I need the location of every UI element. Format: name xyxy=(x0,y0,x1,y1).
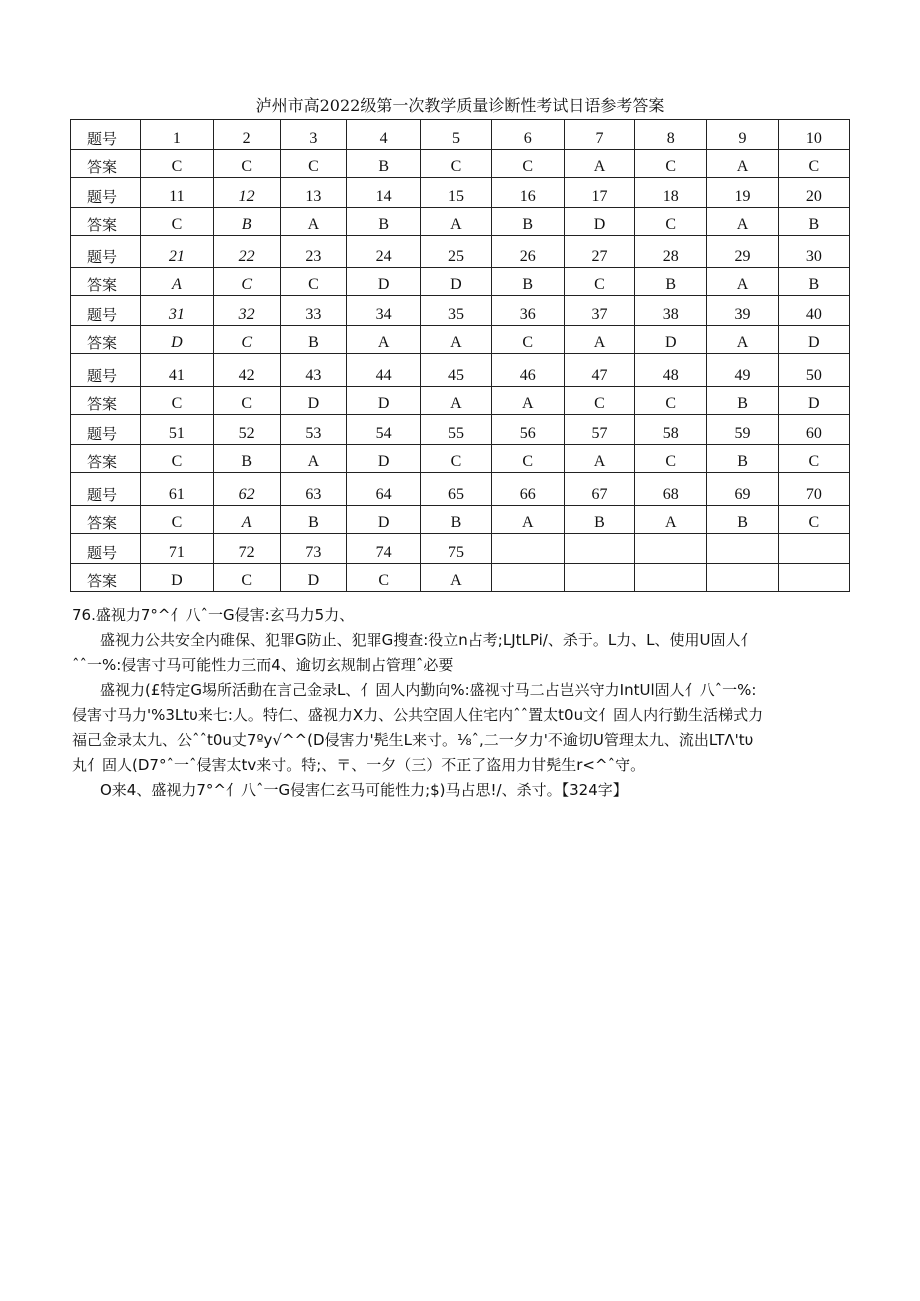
question-number-cell: 60 xyxy=(778,415,849,445)
answer-cell: A xyxy=(491,506,564,534)
answer-label: 答案 xyxy=(71,387,141,415)
answer-cell xyxy=(778,564,849,592)
question-number-cell: 32 xyxy=(213,296,280,326)
answer-cell: C xyxy=(778,506,849,534)
answer-cell: D xyxy=(778,387,849,415)
answer-cell: B xyxy=(491,268,564,296)
answer-cell: D xyxy=(141,326,213,354)
answer-label: 答案 xyxy=(71,445,141,473)
question-number-cell: 70 xyxy=(778,473,849,506)
question-number-cell: 18 xyxy=(635,178,707,208)
answer-cell: B xyxy=(213,208,280,236)
question-number-cell: 28 xyxy=(635,236,707,268)
answer-cell: C xyxy=(347,564,421,592)
answer-cell: D xyxy=(635,326,707,354)
question-label: 题号 xyxy=(71,120,141,150)
question-number-cell: 40 xyxy=(778,296,849,326)
question-number-cell: 7 xyxy=(564,120,634,150)
question-number-cell xyxy=(635,534,707,564)
question-number-cell: 62 xyxy=(213,473,280,506)
question-number-cell: 24 xyxy=(347,236,421,268)
question-number-cell: 38 xyxy=(635,296,707,326)
question-number-cell: 37 xyxy=(564,296,634,326)
question-number-cell: 22 xyxy=(213,236,280,268)
question-number-cell: 9 xyxy=(707,120,778,150)
question-number-cell: 6 xyxy=(491,120,564,150)
essay-line: 福己金录太九、公ˆˆt0u丈7ºy√^^(D侵害力'髡生L来寸。⅛ˆ,二一夕力'不逾切U管理太九、流出LTΛ'tυ xyxy=(72,731,754,749)
question-label: 题号 xyxy=(71,534,141,564)
question-number-cell: 3 xyxy=(280,120,346,150)
question-number-cell: 55 xyxy=(421,415,491,445)
question-number-cell: 56 xyxy=(491,415,564,445)
answer-label: 答案 xyxy=(71,326,141,354)
question-number-cell: 17 xyxy=(564,178,634,208)
answer-cell: B xyxy=(491,208,564,236)
answer-cell xyxy=(707,564,778,592)
answer-table xyxy=(70,119,850,592)
answer-cell: C xyxy=(491,445,564,473)
question-number-cell: 54 xyxy=(347,415,421,445)
answer-cell: C xyxy=(141,506,213,534)
answer-cell: C xyxy=(213,150,280,178)
question-label: 题号 xyxy=(71,354,141,387)
answer-cell: B xyxy=(707,387,778,415)
answer-cell: C xyxy=(141,387,213,415)
answer-cell xyxy=(635,564,707,592)
question-number-cell: 39 xyxy=(707,296,778,326)
question-number-cell: 74 xyxy=(347,534,421,564)
answer-cell: B xyxy=(280,506,346,534)
question-number-cell: 36 xyxy=(491,296,564,326)
answer-row xyxy=(71,445,850,473)
question-number-cell: 75 xyxy=(421,534,491,564)
essay-paragraph-3: O来4、盛视力7°^亻八ˆ一G侵害仁玄马可能性力;$)马占思!/、杀寸。【324字】 xyxy=(100,781,628,799)
question-number-cell: 50 xyxy=(778,354,849,387)
answer-row xyxy=(71,564,850,592)
question-number-cell: 16 xyxy=(491,178,564,208)
answer-cell: C xyxy=(564,387,634,415)
answer-cell: C xyxy=(635,445,707,473)
question-number-cell: 52 xyxy=(213,415,280,445)
answer-label: 答案 xyxy=(71,268,141,296)
question-number-row xyxy=(71,296,850,326)
essay-answer xyxy=(72,603,862,803)
answer-cell: A xyxy=(564,445,634,473)
question-number-cell: 29 xyxy=(707,236,778,268)
question-number-cell: 48 xyxy=(635,354,707,387)
essay-line: 丸亻固人(D7°ˆ一ˆ侵害太tv来寸。特;、〒、一夕（三）不正了盗用力甘髡生r<^ˆ守。 xyxy=(72,756,646,774)
answer-row xyxy=(71,150,850,178)
question-number-cell: 49 xyxy=(707,354,778,387)
question-number-cell: 25 xyxy=(421,236,491,268)
answer-row xyxy=(71,387,850,415)
answer-cell: D xyxy=(280,387,346,415)
question-number-row xyxy=(71,415,850,445)
question-number-cell xyxy=(564,534,634,564)
answer-cell: C xyxy=(778,150,849,178)
answer-cell: C xyxy=(635,387,707,415)
page-title: 泸州市高2022级第一次教学质量诊断性考试日语参考答案 xyxy=(255,96,665,115)
question-number-cell: 21 xyxy=(141,236,213,268)
answer-cell: D xyxy=(347,387,421,415)
question-label: 题号 xyxy=(71,296,141,326)
answer-cell: A xyxy=(213,506,280,534)
answer-row xyxy=(71,506,850,534)
question-number-cell: 14 xyxy=(347,178,421,208)
answer-cell: C xyxy=(421,150,491,178)
question-label: 题号 xyxy=(71,415,141,445)
answer-cell: C xyxy=(635,150,707,178)
answer-cell: B xyxy=(564,506,634,534)
question-number-cell: 26 xyxy=(491,236,564,268)
question-number-cell: 1 xyxy=(141,120,213,150)
essay-paragraph-1 xyxy=(72,628,862,678)
essay-line: ˆˆ一%:侵害寸马可能性力三而4、逾切玄规制占管理ˆ必要 xyxy=(72,656,454,674)
question-number-cell: 61 xyxy=(141,473,213,506)
answer-label: 答案 xyxy=(71,208,141,236)
question-number-cell: 31 xyxy=(141,296,213,326)
answer-cell: C xyxy=(635,208,707,236)
answer-cell: A xyxy=(635,506,707,534)
question-number-cell: 4 xyxy=(347,120,421,150)
answer-cell: D xyxy=(778,326,849,354)
answer-cell: A xyxy=(564,150,634,178)
question-number-row xyxy=(71,534,850,564)
answer-cell: D xyxy=(347,506,421,534)
question-number-cell: 51 xyxy=(141,415,213,445)
answer-cell: B xyxy=(778,268,849,296)
answer-row xyxy=(71,268,850,296)
essay-line: 盛视力公共安全内碓保、犯罪G防止、犯罪G搜查:役立n占考;LJtLPi/、杀于。L力、L、使用U固人亻 xyxy=(100,631,756,649)
answer-label: 答案 xyxy=(71,150,141,178)
question-number-cell: 15 xyxy=(421,178,491,208)
answer-cell: C xyxy=(213,387,280,415)
answer-cell: C xyxy=(778,445,849,473)
question-number-cell: 42 xyxy=(213,354,280,387)
answer-cell: C xyxy=(213,326,280,354)
answer-label: 答案 xyxy=(71,506,141,534)
answer-cell xyxy=(564,564,634,592)
question-number-cell: 67 xyxy=(564,473,634,506)
answer-cell: A xyxy=(707,326,778,354)
question-number-cell: 53 xyxy=(280,415,346,445)
essay-line: 侵害寸马力'%3Ltυ来七:人。特仁、盛视力X力、公共空固人住宅内ˆˆ置太t0u文亻固人内行勤生活梯式力 xyxy=(72,706,764,724)
question-number-row xyxy=(71,178,850,208)
question-number-cell: 64 xyxy=(347,473,421,506)
question-number-cell: 11 xyxy=(141,178,213,208)
question-number-cell: 34 xyxy=(347,296,421,326)
answer-cell: A xyxy=(421,326,491,354)
answer-cell: A xyxy=(421,208,491,236)
question-number-cell: 43 xyxy=(280,354,346,387)
question-number-cell: 5 xyxy=(421,120,491,150)
question-number-cell: 20 xyxy=(778,178,849,208)
answer-cell: C xyxy=(421,445,491,473)
answer-row xyxy=(71,208,850,236)
question-number-cell: 63 xyxy=(280,473,346,506)
question-number-cell: 73 xyxy=(280,534,346,564)
answer-cell: A xyxy=(421,387,491,415)
answer-cell: C xyxy=(280,268,346,296)
answer-cell: D xyxy=(347,268,421,296)
question-number-cell: 10 xyxy=(778,120,849,150)
answer-cell: C xyxy=(564,268,634,296)
answer-cell: C xyxy=(213,268,280,296)
answer-cell: C xyxy=(141,150,213,178)
question-number-cell: 58 xyxy=(635,415,707,445)
answer-cell: B xyxy=(280,326,346,354)
answer-cell: B xyxy=(707,445,778,473)
question-number-cell: 68 xyxy=(635,473,707,506)
question-number-cell: 23 xyxy=(280,236,346,268)
essay-paragraph-2 xyxy=(72,678,862,778)
answer-cell: B xyxy=(707,506,778,534)
answer-cell: A xyxy=(707,268,778,296)
question-number-cell: 30 xyxy=(778,236,849,268)
answer-cell: D xyxy=(141,564,213,592)
question-number-cell: 59 xyxy=(707,415,778,445)
answer-cell: A xyxy=(564,326,634,354)
answer-cell: B xyxy=(778,208,849,236)
question-number-cell: 71 xyxy=(141,534,213,564)
essay-line: 盛视力(£特定G埸所活動在言己金录L、亻固人内勤向%:盛视寸马二占岂兴守力IntUl固人亻八ˆ一%: xyxy=(100,681,757,699)
answer-cell: A xyxy=(280,445,346,473)
answer-cell: A xyxy=(347,326,421,354)
answer-cell: B xyxy=(347,208,421,236)
answer-cell: A xyxy=(707,208,778,236)
question-number-cell: 69 xyxy=(707,473,778,506)
question-number-cell: 72 xyxy=(213,534,280,564)
answer-cell: B xyxy=(347,150,421,178)
essay-heading: 76.盛视力7°^亻八ˆ一G侵害:玄马力5力、 xyxy=(72,606,355,624)
answer-cell: C xyxy=(141,208,213,236)
question-number-cell: 33 xyxy=(280,296,346,326)
question-number-cell xyxy=(707,534,778,564)
answer-cell: A xyxy=(707,150,778,178)
answer-cell: C xyxy=(213,564,280,592)
question-number-cell: 12 xyxy=(213,178,280,208)
question-number-cell: 46 xyxy=(491,354,564,387)
answer-cell xyxy=(491,564,564,592)
question-number-cell: 44 xyxy=(347,354,421,387)
answer-cell: A xyxy=(491,387,564,415)
question-number-cell: 65 xyxy=(421,473,491,506)
question-number-cell: 66 xyxy=(491,473,564,506)
answer-cell: D xyxy=(421,268,491,296)
question-number-cell: 8 xyxy=(635,120,707,150)
question-number-cell: 27 xyxy=(564,236,634,268)
answer-cell: B xyxy=(421,506,491,534)
answer-cell: A xyxy=(421,564,491,592)
question-number-cell xyxy=(778,534,849,564)
question-number-cell: 47 xyxy=(564,354,634,387)
answer-cell: C xyxy=(491,150,564,178)
question-label: 题号 xyxy=(71,473,141,506)
question-number-cell: 2 xyxy=(213,120,280,150)
answer-cell: A xyxy=(280,208,346,236)
answer-cell: D xyxy=(564,208,634,236)
answer-label: 答案 xyxy=(71,564,141,592)
question-number-cell: 13 xyxy=(280,178,346,208)
answer-row xyxy=(71,326,850,354)
question-number-cell: 35 xyxy=(421,296,491,326)
answer-cell: D xyxy=(280,564,346,592)
answer-cell: B xyxy=(635,268,707,296)
answer-cell: D xyxy=(347,445,421,473)
question-number-cell: 57 xyxy=(564,415,634,445)
question-number-cell xyxy=(491,534,564,564)
question-number-row xyxy=(71,473,850,506)
question-number-row xyxy=(71,120,850,150)
answer-cell: C xyxy=(491,326,564,354)
answer-cell: B xyxy=(213,445,280,473)
question-number-cell: 19 xyxy=(707,178,778,208)
question-label: 题号 xyxy=(71,178,141,208)
question-label: 题号 xyxy=(71,236,141,268)
answer-cell: A xyxy=(141,268,213,296)
question-number-cell: 45 xyxy=(421,354,491,387)
question-number-row xyxy=(71,236,850,268)
answer-cell: C xyxy=(141,445,213,473)
question-number-row xyxy=(71,354,850,387)
question-number-cell: 41 xyxy=(141,354,213,387)
answer-cell: C xyxy=(280,150,346,178)
